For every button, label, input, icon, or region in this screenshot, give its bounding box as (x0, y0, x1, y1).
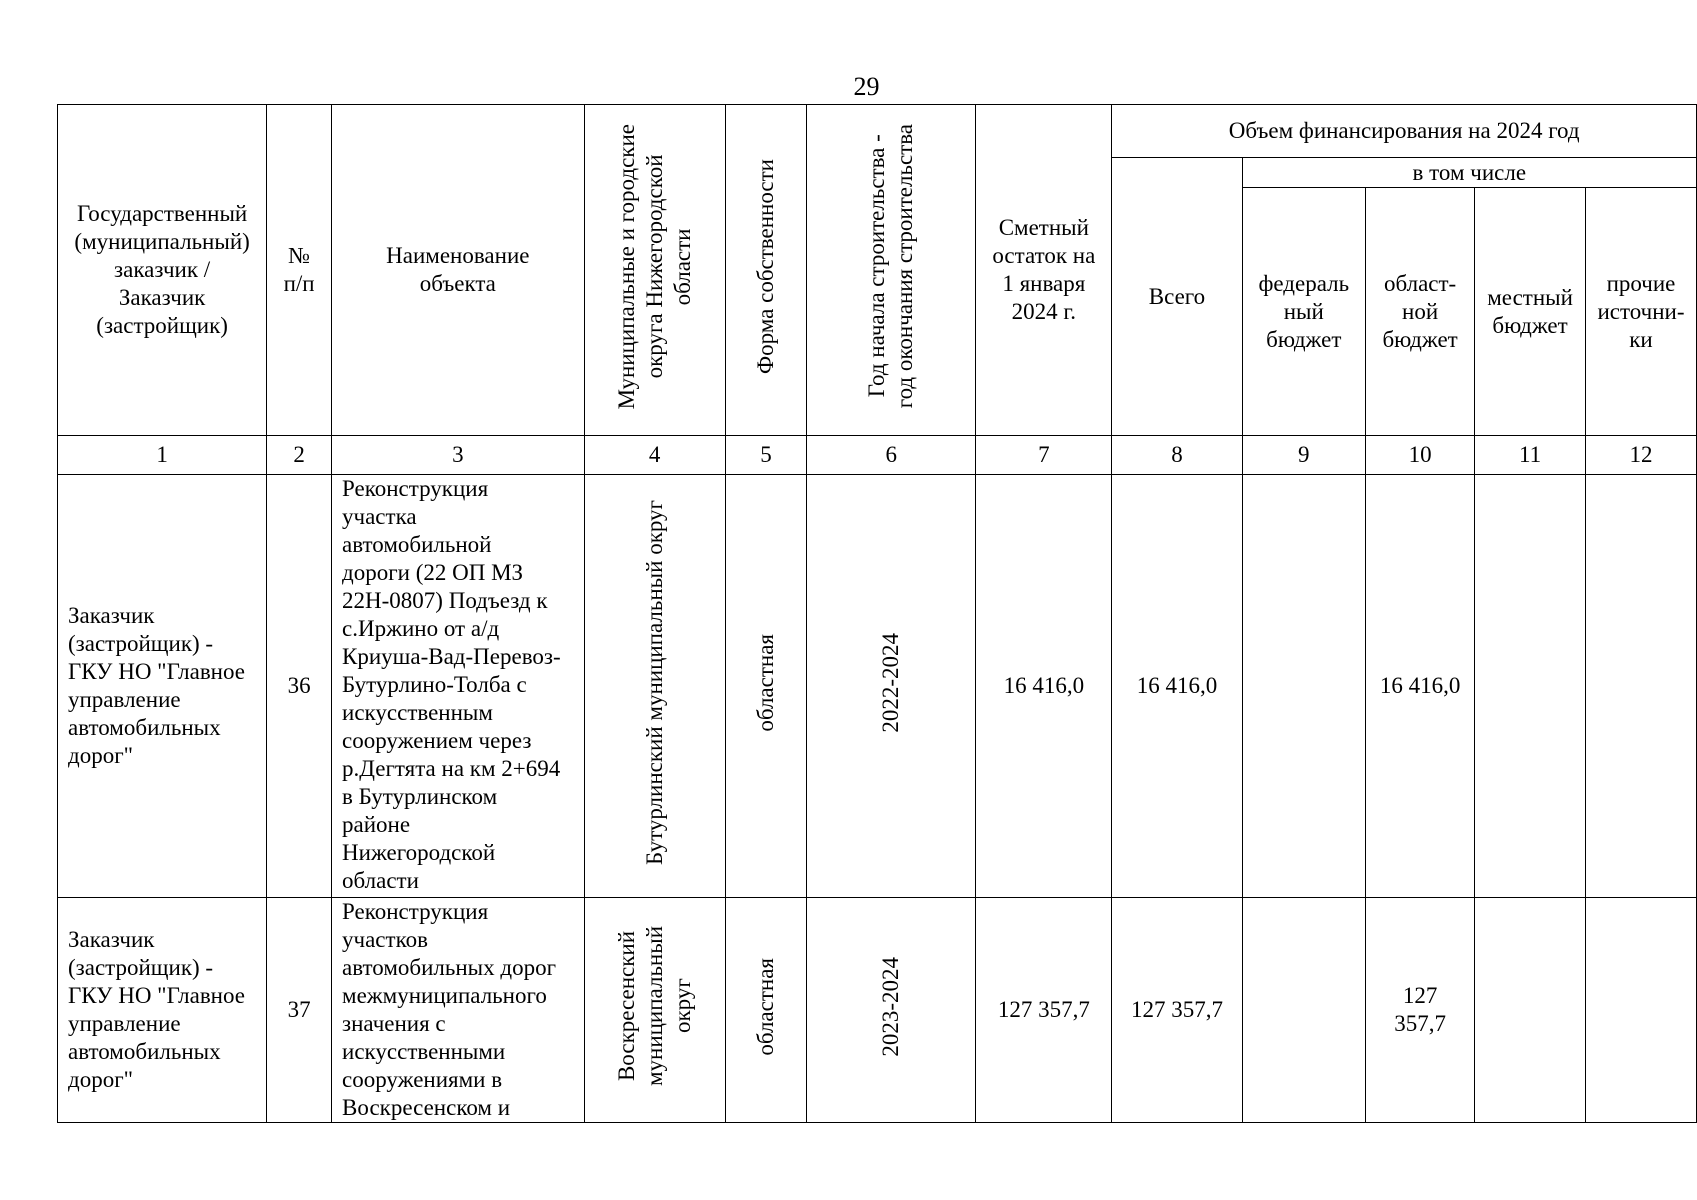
row-ownership-label: областная (752, 957, 778, 1056)
column-number: 6 (807, 436, 976, 475)
row-district-label: Воскресенский муниципальный округ (613, 926, 695, 1087)
row-object-name: Реконструкция участков автомобильных дорог межмуниципального значения с искусственными сооружениями в Воскресенском и (332, 898, 585, 1123)
row-customer: Заказчик (застройщик) - ГКУ НО "Главное управление автомобильных дорог" (58, 475, 267, 898)
table-row (58, 475, 1697, 898)
column-number: 11 (1475, 436, 1586, 475)
header-regional: област- ной бюджет (1365, 188, 1474, 436)
row-object-name: Реконструкция участка автомобильной дороги (22 ОП МЗ 22Н-0807) Подъезд к с.Иржино от а/д Криуша-Вад-Перевоз- Бутурлино-Толба с искусственным сооружением через р.Дегтята на км 2+694 в Бутурлинском районе Нижегородской области (332, 475, 585, 898)
column-number: 10 (1365, 436, 1474, 475)
row-customer: Заказчик (застройщик) - ГКУ НО "Главное управление автомобильных дорог" (58, 898, 267, 1123)
row-ownership-label: областная (752, 633, 778, 732)
header-federal: федераль ный бюджет (1242, 188, 1365, 436)
header-ownership (725, 105, 807, 436)
row-other (1585, 475, 1696, 898)
row-local (1475, 475, 1586, 898)
header-ownership-label: Форма собственности (752, 158, 778, 375)
column-number: 1 (58, 436, 267, 475)
column-number: 5 (725, 436, 807, 475)
row-district (584, 898, 725, 1123)
header-district-label: Муниципальные и городские округа Нижегородской области (613, 123, 695, 410)
column-number: 9 (1242, 436, 1365, 475)
header-num: № п/п (267, 105, 332, 436)
header-local: местный бюджет (1475, 188, 1586, 436)
header-row-1 (58, 105, 1697, 158)
column-number: 12 (1585, 436, 1696, 475)
header-including: в том числе (1242, 158, 1696, 188)
header-total: Всего (1112, 158, 1242, 436)
column-number: 2 (267, 436, 332, 475)
row-other (1585, 898, 1696, 1123)
column-numbers-row (58, 436, 1697, 475)
header-district (584, 105, 725, 436)
column-number: 3 (332, 436, 585, 475)
row-district-label: Бутурлинский муниципальный округ (641, 499, 667, 866)
header-funding-group: Объем финансирования на 2024 год (1112, 105, 1697, 158)
header-other: прочие источни- ки (1585, 188, 1696, 436)
row-remainder: 127 357,7 (976, 898, 1112, 1123)
row-years (807, 475, 976, 898)
header-name: Наименование объекта (332, 105, 585, 436)
row-num: 36 (267, 475, 332, 898)
row-local (1475, 898, 1586, 1123)
row-regional: 127 357,7 (1365, 898, 1474, 1123)
header-customer: Государственный (муниципальный) заказчик / Заказчик (застройщик) (58, 105, 267, 436)
table-row (58, 898, 1697, 1123)
row-total: 16 416,0 (1112, 475, 1242, 898)
row-years-label: 2023-2024 (878, 956, 904, 1057)
row-district (584, 475, 725, 898)
row-regional: 16 416,0 (1365, 475, 1474, 898)
row-ownership (725, 898, 807, 1123)
row-years (807, 898, 976, 1123)
row-years-label: 2022-2024 (878, 632, 904, 733)
header-remainder: Сметный остаток на 1 января 2024 г. (976, 105, 1112, 436)
row-num: 37 (267, 898, 332, 1123)
row-total: 127 357,7 (1112, 898, 1242, 1123)
page-number: 29 (853, 72, 880, 101)
header-years (807, 105, 976, 436)
row-remainder: 16 416,0 (976, 475, 1112, 898)
row-federal (1242, 475, 1365, 898)
column-number: 4 (584, 436, 725, 475)
row-ownership (725, 475, 807, 898)
column-number: 7 (976, 436, 1112, 475)
header-years-label: Год начала строительства - год окончания строительства (864, 124, 918, 409)
financing-table (57, 104, 1697, 1123)
column-number: 8 (1112, 436, 1242, 475)
row-federal (1242, 898, 1365, 1123)
